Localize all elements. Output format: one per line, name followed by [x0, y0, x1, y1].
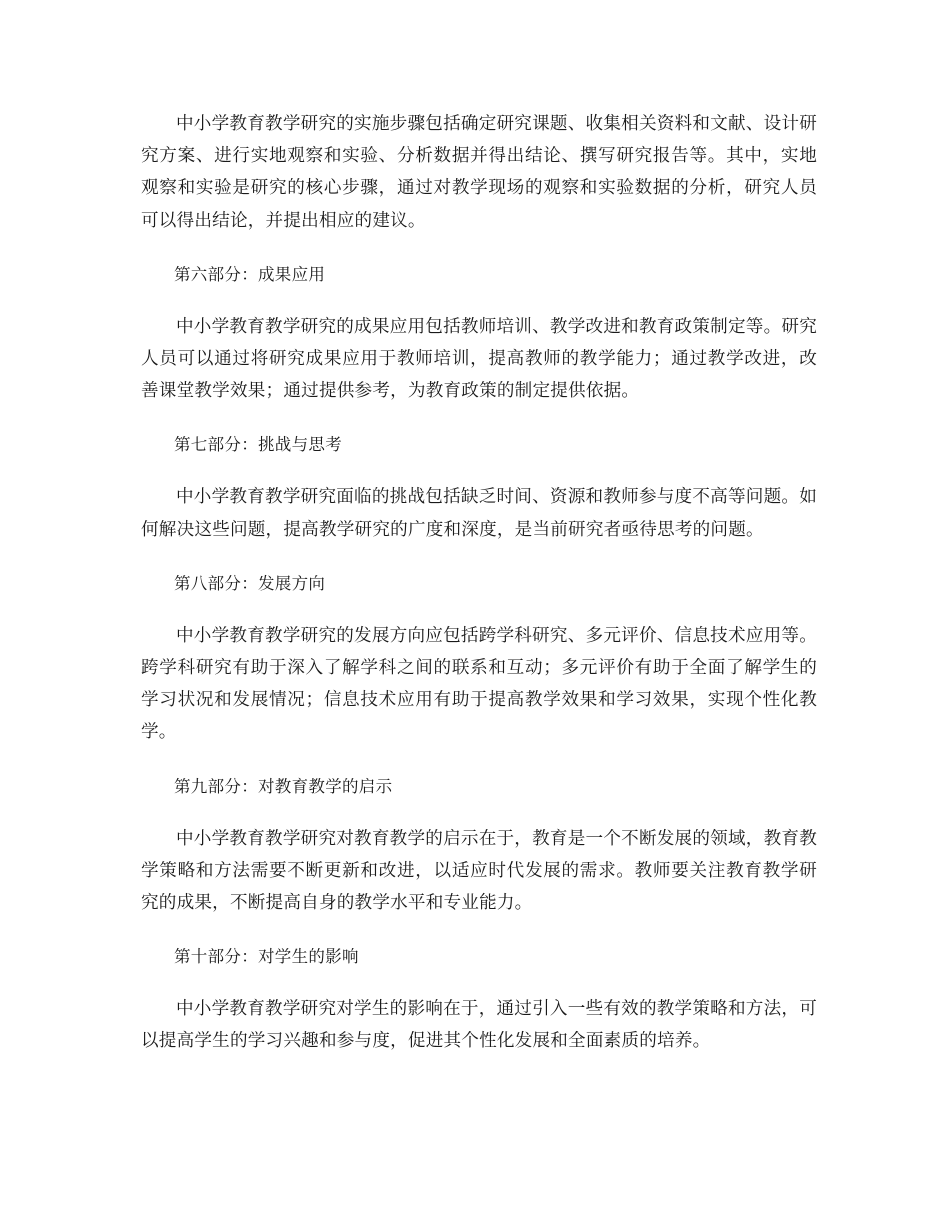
section-heading-9: 第九部分：对教育教学的启示 [174, 776, 393, 796]
spacer [141, 461, 817, 481]
spacer [141, 407, 817, 429]
spacer [141, 546, 817, 568]
spacer [141, 919, 817, 941]
section-heading-6: 第六部分：成果应用 [174, 264, 326, 284]
spacer [141, 237, 817, 259]
spacer [141, 291, 817, 311]
section-heading-8: 第八部分：发展方向 [174, 573, 326, 593]
paragraph-results-application: 中小学教育教学研究的成果应用包括教师培训、教学改进和教育政策制定等。研究人员可以通过将研究成果应用于教师培训，提高教师的教学能力；通过教学改进，改善课堂教学效果；通过提供参考，为教育政策的制定提供依据。 [141, 316, 817, 402]
spacer [141, 749, 817, 771]
paragraph-development-direction: 中小学教育教学研究的发展方向应包括跨学科研究、多元评价、信息技术应用等。跨学科研究有助于深入了解学科之间的联系和互动；多元评价有助于全面了解学生的学习状况和发展情况；信息技术应用有助于提高教学效果和学习效果，实现个性化教学。 [141, 625, 817, 743]
spacer [141, 803, 817, 823]
paragraph-implementation-steps: 中小学教育教学研究的实施步骤包括确定研究课题、收集相关资料和文献、设计研究方案、进行实地观察和实验、分析数据并得出结论、撰写研究报告等。其中，实地观察和实验是研究的核心步骤，通过对教学现场的观察和实验数据的分析，研究人员可以得出结论，并提出相应的建议。 [141, 114, 817, 231]
paragraph-student-impact: 中小学教育教学研究对学生的影响在于，通过引入一些有效的教学策略和方法，可以提高学生的学习兴趣和参与度，促进其个性化发展和全面素质的培养。 [141, 999, 817, 1052]
section-heading-7: 第七部分：挑战与思考 [174, 435, 342, 455]
paragraph-challenges: 中小学教育教学研究面临的挑战包括缺乏时间、资源和教师参与度不高等问题。如何解决这些问题，提高教学研究的广度和深度，是当前研究者亟待思考的问题。 [141, 487, 817, 540]
section-heading-10: 第十部分：对学生的影响 [174, 947, 359, 967]
spacer [141, 600, 817, 620]
spacer [141, 973, 817, 993]
paragraph-teaching-insights: 中小学教育教学研究对教育教学的启示在于，教育是一个不断发展的领域，教育教学策略和方法需要不断更新和改进，以适应时代发展的需求。教师要关注教育教学研究的成果，不断提高自身的教学水平和专业能力。 [141, 828, 817, 914]
